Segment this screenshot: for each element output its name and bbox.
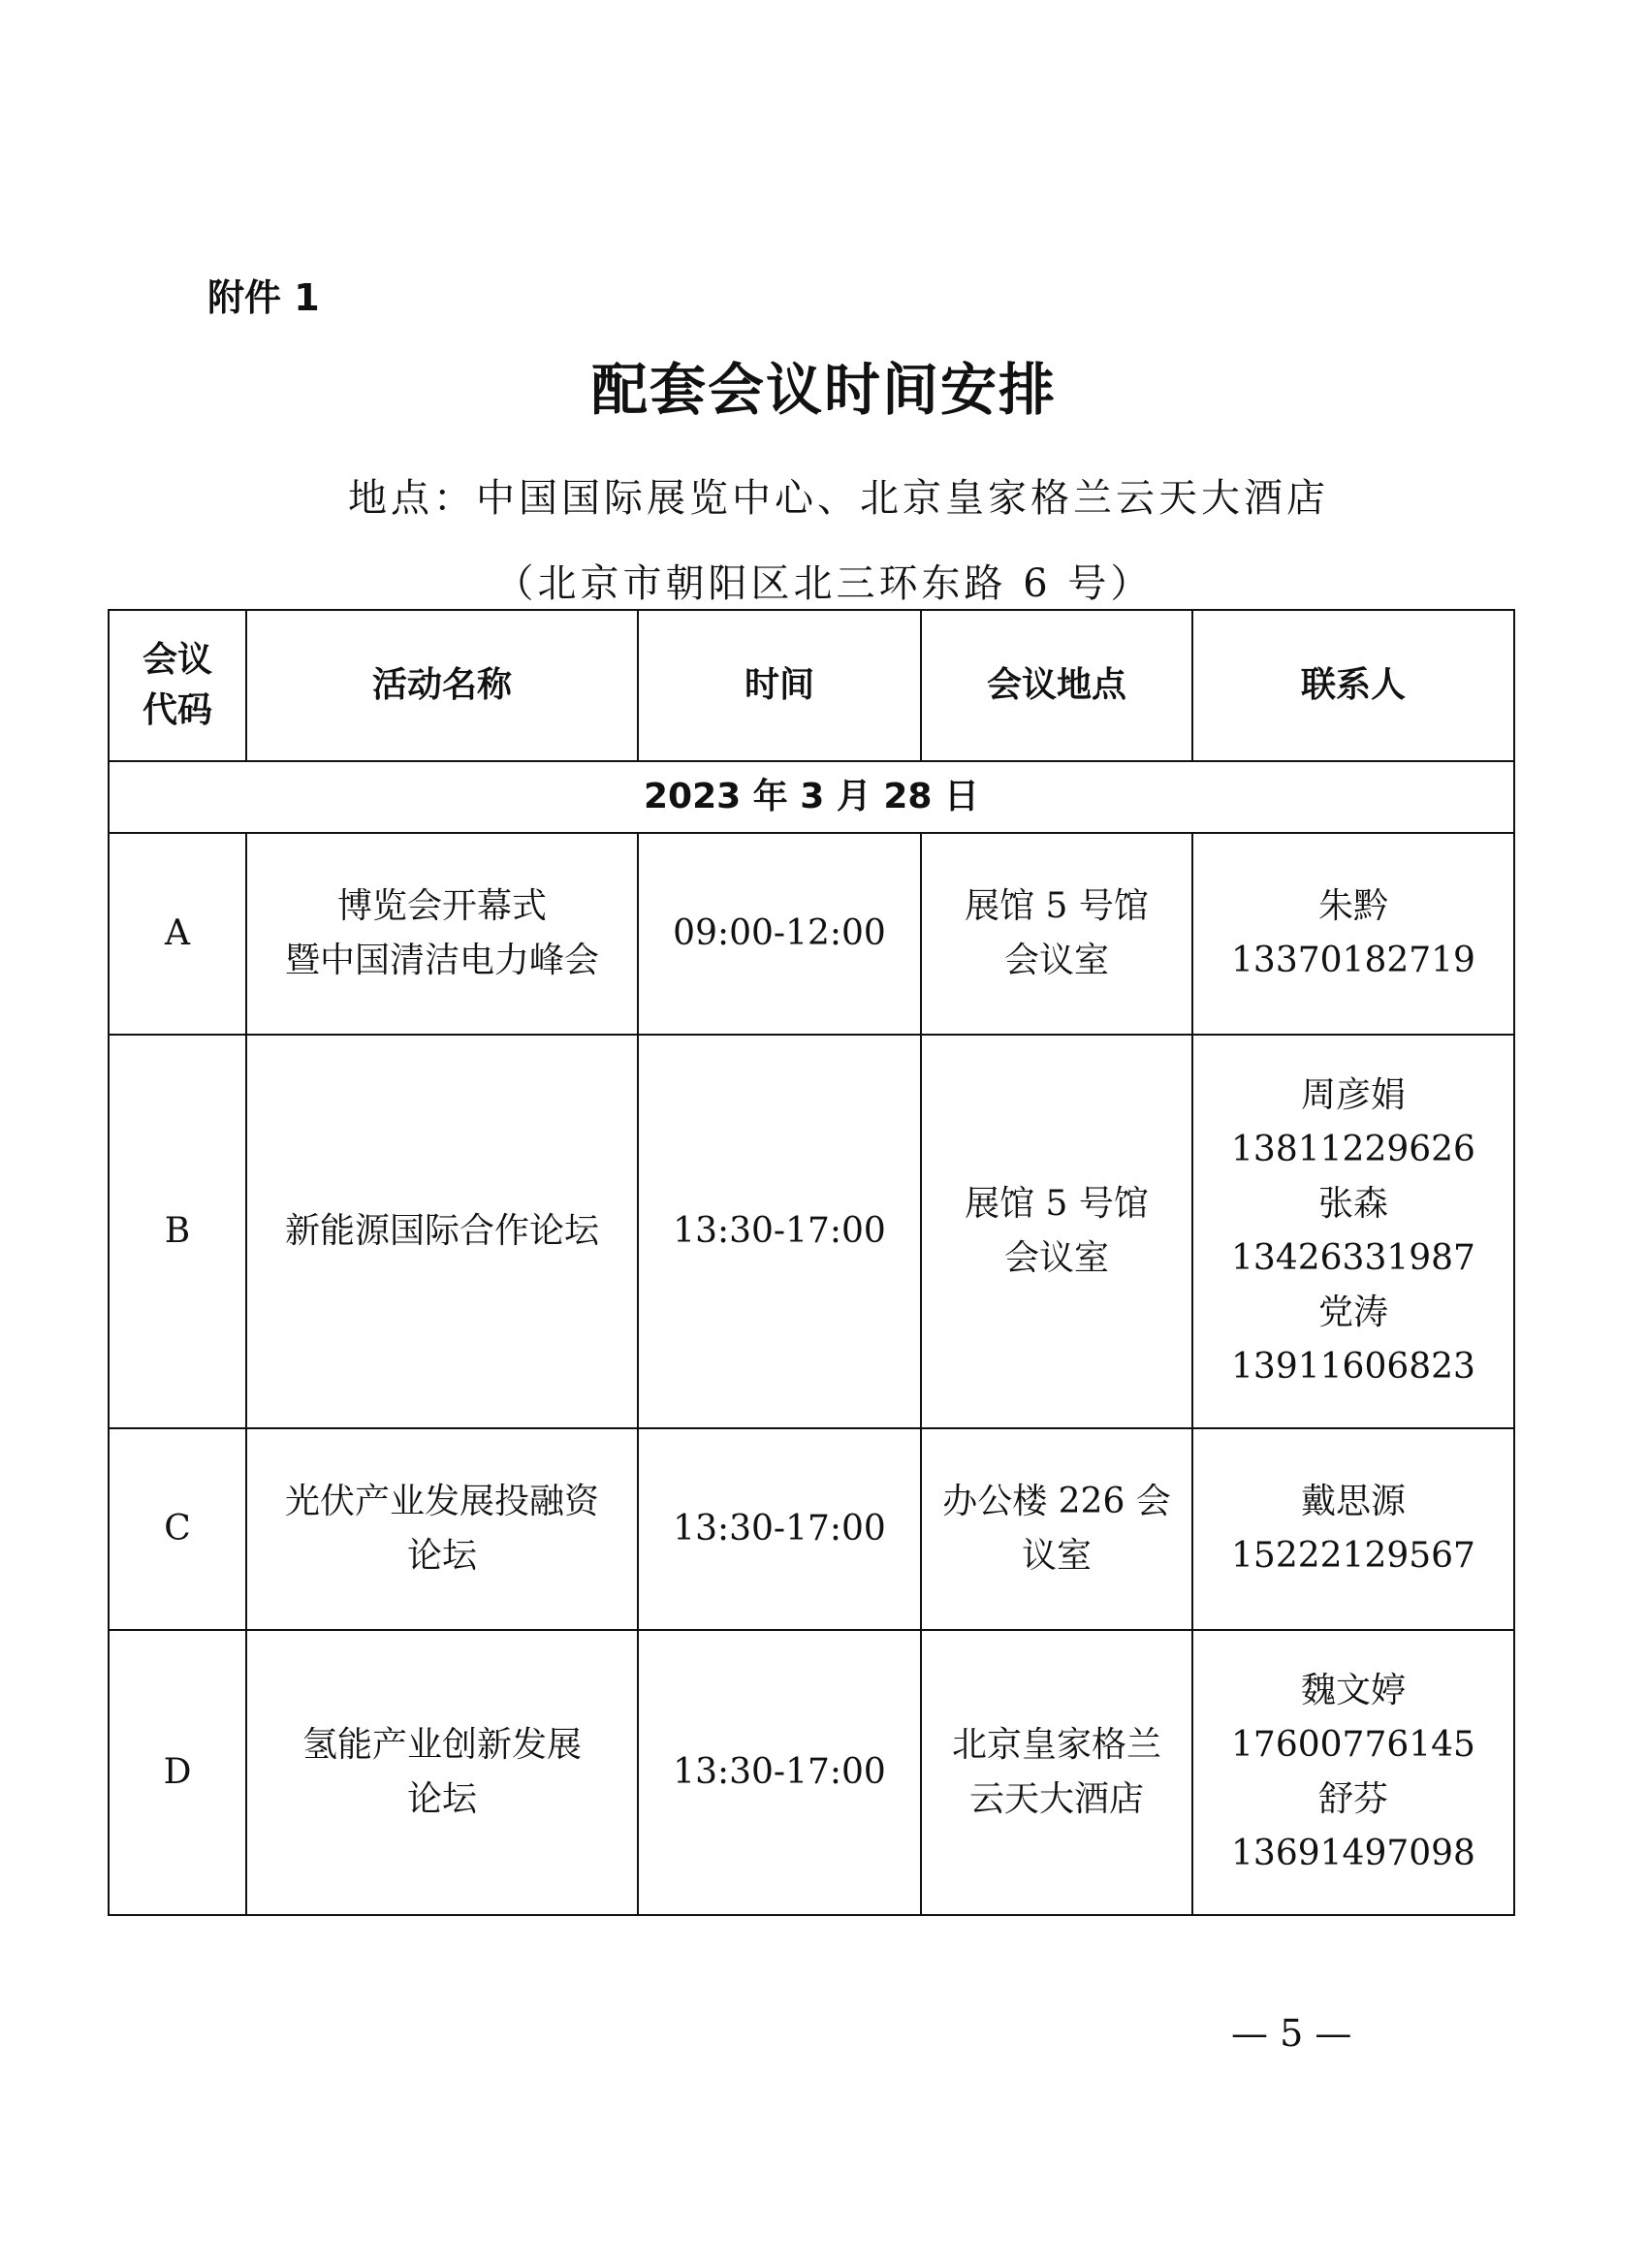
meeting-schedule-table (108, 609, 1515, 1916)
code-cell: A (109, 833, 246, 1035)
code-cell: B (109, 1035, 246, 1428)
venue-cell (921, 1035, 1192, 1428)
venue-cell (921, 1428, 1192, 1630)
header-venue: 会议地点 (921, 610, 1192, 761)
header-time: 时间 (638, 610, 921, 761)
name-line: 博览会开幕式 (336, 886, 547, 926)
header-code (109, 610, 246, 761)
contact-name: 党涛 (1317, 1293, 1388, 1332)
venue-line: 云天大酒店 (968, 1779, 1144, 1819)
contact-name: 朱黔 (1317, 886, 1388, 926)
name-cell (246, 1035, 638, 1428)
name-cell (246, 1428, 638, 1630)
address-line: （北京市朝阳区北三环东路 6 号） (494, 561, 1154, 606)
contact-phone: 13911606823 (1231, 1347, 1475, 1387)
table-row (109, 1035, 1514, 1428)
contact-phone: 15222129567 (1231, 1536, 1475, 1576)
code-cell: D (109, 1630, 246, 1915)
header-contact: 联系人 (1192, 610, 1514, 761)
contact-name: 魏文婷 (1300, 1671, 1406, 1710)
header-code-line2: 代码 (142, 690, 212, 730)
contact-phone: 13426331987 (1231, 1238, 1475, 1278)
date-cell: 2023 年 3 月 28 日 (109, 761, 1514, 833)
contact-name: 戴思源 (1300, 1482, 1406, 1521)
contact-name: 周彦娟 (1300, 1075, 1406, 1115)
table-row (109, 1630, 1514, 1915)
table-row (109, 1428, 1514, 1630)
name-line: 新能源国际合作论坛 (284, 1211, 599, 1251)
contact-cell (1192, 833, 1514, 1035)
header-code-line1: 会议 (142, 640, 212, 680)
venue-cell (921, 1630, 1192, 1915)
name-line: 暨中国清洁电力峰会 (284, 941, 599, 980)
venue-line: 办公楼 226 会 (942, 1482, 1171, 1521)
location-line: 地点：中国国际展览中心、北京皇家格兰云天大酒店 (348, 476, 1329, 521)
name-line: 光伏产业发展投融资 (284, 1482, 599, 1521)
time-cell: 13:30-17:00 (638, 1630, 921, 1915)
contact-phone: 13691497098 (1231, 1834, 1475, 1873)
venue-line: 展馆 5 号馆 (965, 1184, 1149, 1224)
name-line: 氢能产业创新发展 (301, 1725, 582, 1765)
venue-line: 展馆 5 号馆 (965, 886, 1149, 926)
contact-phone: 17600776145 (1231, 1725, 1475, 1765)
contact-cell (1192, 1630, 1514, 1915)
name-cell (246, 833, 638, 1035)
time-cell: 13:30-17:00 (638, 1428, 921, 1630)
venue-line: 北京皇家格兰 (951, 1725, 1161, 1765)
attachment-label: 附件 1 (207, 276, 320, 319)
page-title: 配套会议时间安排 (590, 357, 1057, 423)
contact-cell (1192, 1428, 1514, 1630)
venue-line: 会议室 (1003, 1238, 1109, 1278)
name-line: 论坛 (406, 1779, 477, 1819)
name-line: 论坛 (406, 1536, 477, 1576)
contact-phone: 13370182719 (1231, 941, 1475, 980)
contact-name: 舒芬 (1317, 1779, 1388, 1819)
time-cell: 09:00-12:00 (638, 833, 921, 1035)
venue-cell (921, 833, 1192, 1035)
venue-line: 会议室 (1003, 941, 1109, 980)
contact-cell (1192, 1035, 1514, 1428)
name-cell (246, 1630, 638, 1915)
header-name: 活动名称 (246, 610, 638, 761)
code-cell: C (109, 1428, 246, 1630)
table-header-row (109, 610, 1514, 761)
date-row (109, 761, 1514, 833)
page-number: — 5 — (1231, 2012, 1352, 2055)
time-cell: 13:30-17:00 (638, 1035, 921, 1428)
venue-line: 议室 (1021, 1536, 1092, 1576)
contact-phone: 13811229626 (1231, 1130, 1475, 1169)
contact-name: 张森 (1317, 1184, 1388, 1224)
table-row (109, 833, 1514, 1035)
